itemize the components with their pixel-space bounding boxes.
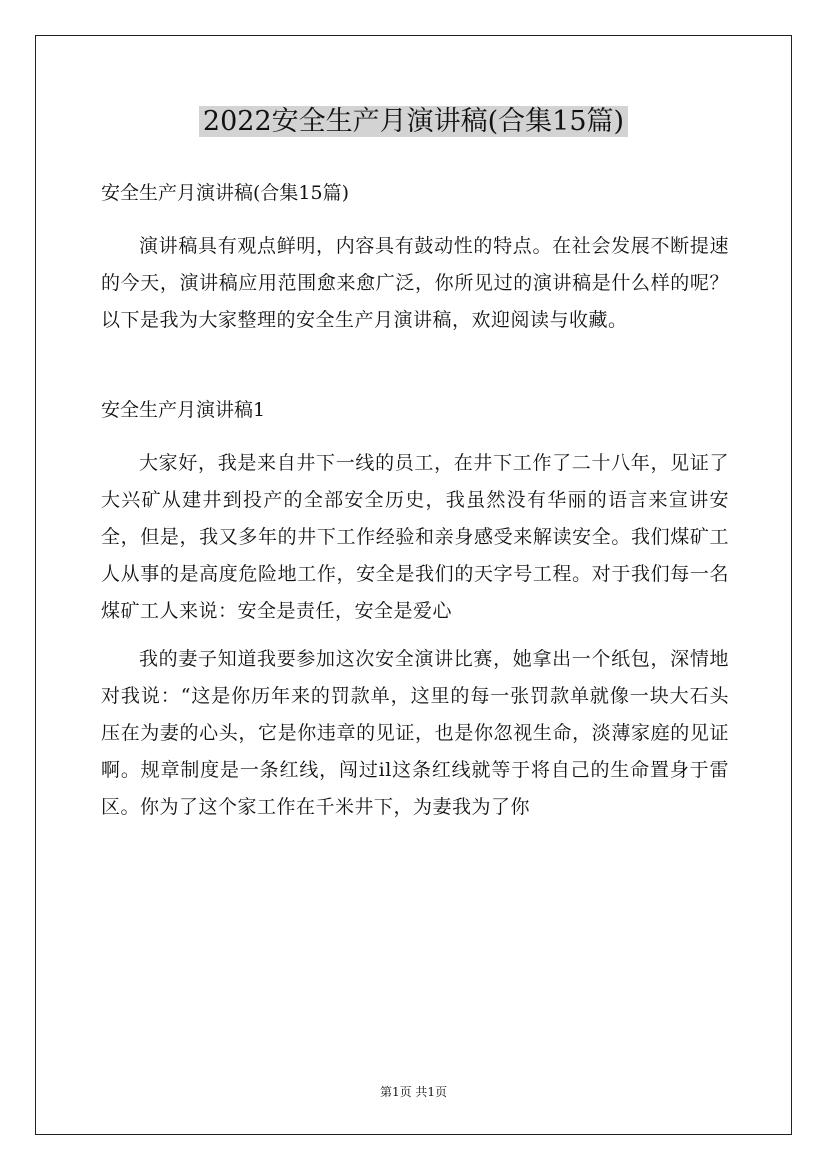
intro-paragraph: 演讲稿具有观点鲜明，内容具有鼓动性的特点。在社会发展不断提速的今天，演讲稿应用范围愈来愈广泛，你所见过的演讲稿是什么样的呢？以下是我为大家整理的安全生产月演讲稿，欢迎阅读与收藏。 xyxy=(101,235,729,331)
document-body xyxy=(101,175,729,826)
body-paragraph-2: 我的妻子知道我要参加这次安全演讲比赛，她拿出一个纸包，深情地对我说：“这是你历年来的罚款单，这里的每一张罚款单就像一块大石头压在为妻的心头，它是你违章的见证，也是你忽视生命，淡薄家庭的见证啊。规章制度是一条红线，闯过il这条红线就等于将自己的生命置身于雷区。你为了这个家工作在千米井下，为妻我为了你 xyxy=(101,648,729,818)
document-title-text: 2022安全生产月演讲稿(合集15篇) xyxy=(199,106,628,137)
page-footer: 第1页 共1页 xyxy=(379,1085,448,1099)
body-paragraph-1: 大家好，我是来自井下一线的员工，在井下工作了二十八年，见证了大兴矿从建井到投产的全部安全历史，我虽然没有华丽的语言来宣讲安全，但是，我又多年的井下工作经验和亲身感受来解读安全。我们煤矿工人从事的是高度危险地工作，安全是我们的天字号工程。对于我们每一名煤矿工人来说：安全是责任，安全是爱心 xyxy=(101,452,729,622)
document-subtitle: 安全生产月演讲稿(合集15篇) xyxy=(101,182,350,204)
document-title xyxy=(0,103,827,141)
section-heading: 安全生产月演讲稿1 xyxy=(101,399,266,421)
